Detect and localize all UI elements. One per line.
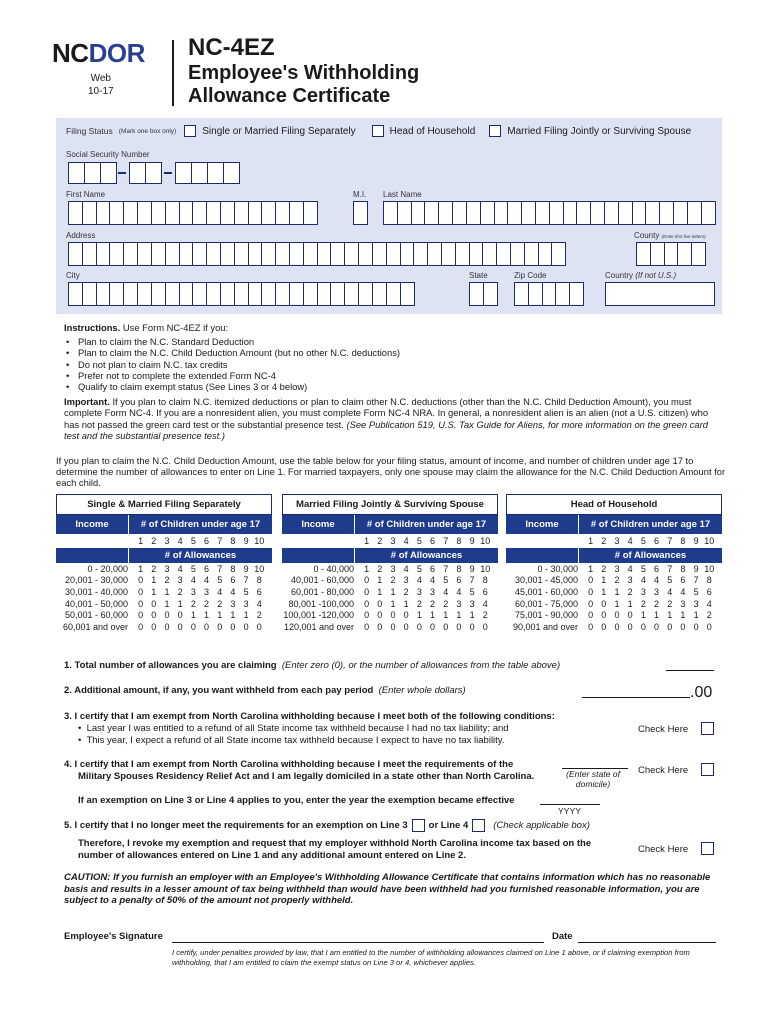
table-row: 0 - 30,000 1 2 3 4 5 6 7 8 9 10 (537, 563, 715, 574)
signature-input[interactable] (172, 942, 544, 943)
allowance-table-hoh (506, 494, 722, 633)
last-name-label: Last Name (383, 190, 422, 199)
country-input[interactable] (605, 282, 715, 306)
table-row: 60,001 and over 0 0 0 0 0 0 0 0 0 0 (62, 621, 262, 632)
table-column-header (282, 515, 498, 534)
first-name-input[interactable] (68, 201, 317, 225)
state-label: State (469, 271, 488, 280)
check-here-label: Check Here (638, 765, 689, 776)
exemption-year-text: If an exemption on Line 3 or Line 4 applies to you, enter the year the exemption became effective (78, 795, 515, 806)
table-row: 0 - 40,000 1 2 3 4 5 6 7 8 9 10 (313, 563, 491, 574)
line-3-condition: • This year, I expect a refund of all State income tax withheld because I expect to have no tax liability. (78, 735, 505, 746)
allowance-table-single (56, 494, 272, 633)
county-input[interactable] (636, 242, 705, 266)
line-4-cont: Military Spouses Residency Relief Act and I am legally domiciled in a state other than North Carolina. (78, 771, 535, 782)
line-1: 1. Total number of allowances you are claiming (Enter zero (0), or the number of allowances from the table above) (64, 660, 561, 671)
table-row: 30,001 - 45,000 0 1 2 3 4 4 5 6 7 8 (514, 575, 712, 586)
instruction-bullet: • Plan to claim the N.C. Child Deduction Amount (but no other N.C. deductions) (78, 347, 724, 358)
ssn-input[interactable] (68, 162, 238, 184)
table-row: 80,001 -100,000 0 0 1 1 2 2 2 3 3 4 (288, 598, 488, 609)
state-domicile-hint: (Enter state of domicile) (566, 769, 620, 789)
table-row: 100,001 -120,000 0 0 0 0 1 1 1 1 1 2 (283, 610, 488, 621)
line-5: 5. I certify that I no longer meet the requirements for an exemption on Line 3 or Line 4 (Check applicable box) (64, 819, 590, 831)
zip-label: Zip Code (514, 271, 547, 280)
line-1-input[interactable] (666, 670, 714, 671)
table-row: 60,001 - 75,000 0 0 1 1 2 2 2 3 3 4 (514, 598, 712, 609)
city-label: City (66, 271, 80, 280)
line-5-text: number of allowances entered on Line 1 and any additional amount entered on Line 2. (78, 850, 466, 861)
line-5-line4-checkbox[interactable] (472, 819, 485, 832)
certification-text: I certify, under penalties provided by law, that I am entitled to the number of withholding allowances claimed on Line 1 above, or if claiming exemption from withholding, that I am entitled to claim the exempt status on Line 3 or 4, whichever applies. (172, 948, 690, 967)
children-count-row: 1 2 3 4 5 6 7 8 9 10 (588, 536, 715, 546)
city-input[interactable] (68, 282, 413, 306)
date-input[interactable] (578, 942, 716, 943)
table-intro: If you plan to claim the N.C. Child Deduction Amount, use the table below for your filing status, amount of income, and number of children under age 17 to determine the number of allowances to enter on Line 1. For married taxpayers, only one spouse may claim the allowance for the N.C. Child Deduction Amount for each child. (56, 455, 726, 489)
table-title: Married Filing Jointly & Surviving Spouse (282, 494, 498, 515)
line-3: 3. I certify that I am exempt from North Carolina withholding because I meet both of the following conditions: (64, 711, 555, 722)
line-2-cents: .00 (690, 684, 713, 701)
check-here-label: Check Here (638, 724, 689, 735)
table-row: 50,001 - 60,000 0 0 0 0 1 1 1 1 1 2 (64, 610, 262, 621)
address-label: Address (66, 231, 96, 240)
income-header: Income (525, 519, 559, 530)
table-row: 75,001 - 90,000 0 0 0 0 1 1 1 1 1 2 (514, 610, 712, 621)
table-title: Single & Married Filing Separately (56, 494, 272, 515)
table-row: 0 - 20,000 1 2 3 4 5 6 7 8 9 10 (87, 563, 265, 574)
exemption-year-input[interactable] (540, 804, 600, 805)
instruction-bullet: • Plan to claim the N.C. Standard Deduction (78, 336, 724, 347)
header-divider (172, 40, 174, 106)
table-row: 90,001 and over 0 0 0 0 0 0 0 0 0 0 (512, 621, 712, 632)
line-4: 4. I certify that I am exempt from North Carolina withholding because I meet the requirements of the (64, 759, 514, 770)
table-title: Head of Household (506, 494, 722, 515)
income-header: Income (301, 519, 335, 530)
children-header: # of Children under age 17 (578, 515, 722, 534)
children-count-row: 1 2 3 4 5 6 7 8 9 10 (138, 536, 265, 546)
table-row: 30,001 - 40,000 0 1 1 2 3 3 4 4 5 6 (64, 586, 262, 597)
ncdor-logo: NCDOR (52, 38, 145, 68)
state-input[interactable] (469, 282, 497, 306)
address-input[interactable] (68, 242, 565, 266)
line-3-condition: • Last year I was entitled to a refund of all State income tax withheld because I had no tax liability; and (78, 723, 509, 734)
allowances-header: # of Allowances (506, 548, 722, 563)
instruction-bullet: • Do not plan to claim N.C. tax credits (78, 359, 724, 370)
form-title: Employee's Withholding Allowance Certificate (188, 62, 420, 107)
personal-info-panel (56, 118, 722, 314)
zip-input[interactable] (514, 282, 583, 306)
yyyy-hint: YYYY (558, 806, 581, 816)
form-code: NC-4EZ (188, 34, 275, 61)
allowances-header: # of Allowances (56, 548, 272, 563)
table-row: 40,001 - 50,000 0 0 1 1 2 2 2 3 3 4 (64, 598, 262, 609)
form-version: Web 10-17 (88, 73, 114, 97)
line-4-checkbox[interactable] (701, 763, 714, 776)
table-row: 120,001 and over 0 0 0 0 0 0 0 0 0 0 (283, 621, 488, 632)
children-header: # of Children under age 17 (128, 515, 272, 534)
ssn-label: Social Security Number (66, 150, 150, 159)
income-header: Income (75, 519, 109, 530)
important-note: Important. If you plan to claim N.C. itemized deductions or plan to claim other N.C. deductions (other than the N.C. Child Deduction Amount), you must complete Form NC-4. If you are a nonresident alien, you must complete Form NC-4 NRA. In general, a nonresident alien is an alien (not a U.S. citizen) who has not passed the green card test or the substantial presence test. (See Publication 519, U.S. Tax Guide for Aliens, for more information on the green card test and the substantial presence test.) (64, 396, 709, 441)
date-label: Date (552, 931, 573, 942)
line-2-input[interactable] (582, 697, 690, 698)
line-3-checkbox[interactable] (701, 722, 714, 735)
county-label: County (Enter first five letters) (634, 231, 706, 240)
first-name-label: First Name (66, 190, 106, 199)
instruction-bullet: • Qualify to claim exempt status (See Lines 3 or 4 below) (78, 381, 724, 392)
instruction-bullet: • Prefer not to complete the extended Form NC-4 (78, 370, 724, 381)
country-label: Country (If not U.S.) (605, 271, 677, 280)
mi-input[interactable] (353, 201, 367, 225)
check-here-label: Check Here (638, 844, 689, 855)
children-header: # of Children under age 17 (354, 515, 498, 534)
table-column-header (56, 515, 272, 534)
mi-label: M.I. (353, 190, 367, 199)
table-column-header (506, 515, 722, 534)
table-row: 40,001 - 60,000 0 1 2 3 4 4 5 6 7 8 (290, 575, 488, 586)
filing-status: Filing Status (Mark one box only) Single or Married Filing Separately Head of Household Married Filing Jointly or Surviving Spouse (66, 125, 692, 137)
filing-joint-checkbox[interactable] (489, 125, 501, 137)
children-count-row: 1 2 3 4 5 6 7 8 9 10 (364, 536, 491, 546)
last-name-input[interactable] (383, 201, 715, 225)
allowances-header: # of Allowances (282, 548, 498, 563)
line-5-text: Therefore, I revoke my exemption and request that my employer withhold North Carolina income tax based on the (78, 838, 592, 849)
line-2: 2. Additional amount, if any, you want withheld from each pay period (Enter whole dollars) (64, 685, 466, 696)
filing-single-checkbox[interactable] (184, 125, 196, 137)
line-5-line3-checkbox[interactable] (412, 819, 425, 832)
filing-hoh-checkbox[interactable] (372, 125, 384, 137)
table-row: 60,001 - 80,000 0 1 1 2 3 3 4 4 5 6 (290, 586, 488, 597)
table-row: 45,001 - 60,000 0 1 1 2 3 3 4 4 5 6 (514, 586, 712, 597)
table-row: 20,001 - 30,000 0 1 2 3 4 4 5 6 7 8 (64, 575, 262, 586)
line-5-checkbox[interactable] (701, 842, 714, 855)
caution-note: CAUTION: If you furnish an employer with an Employee's Withholding Allowance Certificate that contains information which has no reasonable basis and results in a lesser amount of tax being withheld than would have been withheld had you furnished reasonable information, you are subject to a penalty of 50% of the amount not properly withheld. (64, 872, 711, 906)
allowance-table-joint (282, 494, 498, 633)
signature-label: Employee's Signature (64, 931, 163, 942)
instructions: Instructions. Use Form NC-4EZ if you: • Plan to claim the N.C. Standard Deduction • Plan to claim the N.C. Child Deduction Amount (but no other N.C. deductions) • Do not plan to claim N.C. tax credits • Prefer not to complete the extended Form NC-4 • Qualify to claim exempt status (See Lines 3 or 4 below) Important. If you plan to claim N.C. itemized deductions or plan to claim other N.C. deductions (other than the N.C. Child Deduction Amount), you must complete Form NC-4. If you are a nonresident alien, you must complete Form NC-4 NRA. In general, a nonresident alien is an alien (not a U.S. citizen) who has not passed the green card test or the substantial presence test. (See Publication 519, U.S. Tax Guide for Aliens, for more information on the green card test and the substantial presence test.) (64, 322, 724, 441)
